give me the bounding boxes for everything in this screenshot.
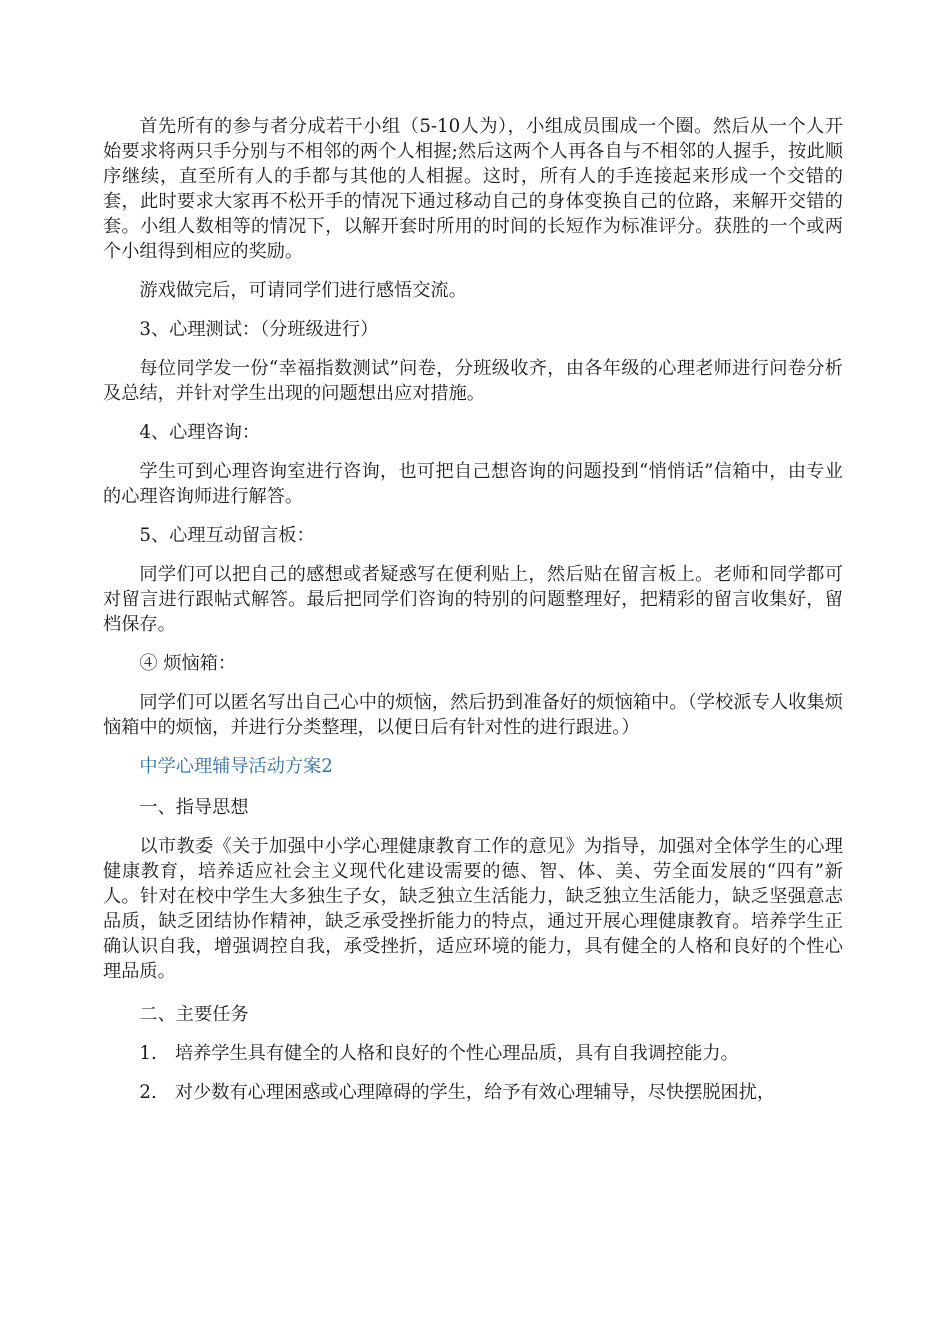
heading-worry-box: ④ 烦恼箱： [139,653,237,674]
paragraph-game-reflection: 游戏做完后，可请同学们进行感悟交流。 [139,280,467,301]
heading-psych-consult: 4、心理咨询： [139,422,261,443]
heading-guiding-thought: 一、指导思想 [139,797,249,818]
paragraph-psych-test: 每位同学发一份“幸福指数测试”问卷，分班级收齐，由各年级的心理老师进行问卷分析及总结，并针对学生出现的问题想出应对措施。 [103,358,843,404]
paragraph-message-board: 同学们可以把自己的感想或者疑惑写在便利贴上，然后贴在留言板上。老师和同学都可对留言进行跟帖式解答。最后把同学们咨询的特别的问题整理好，把精彩的留言收集好，留档保存。 [103,564,843,635]
list-item-task-2: 2. 对少数有心理困惑或心理障碍的学生，给予有效心理辅导，尽快摆脱困扰， [139,1082,776,1103]
document-page [103,114,843,1119]
paragraph-guiding-thought: 以市教委《关于加强中小学心理健康教育工作的意见》为指导，加强对全体学生的心理健康教育，培养适应社会主义现代化建设需要的德、智、体、美、劳全面发展的“四有”新人。针对在校中学生大多独生子女，缺乏独立生活能力，缺乏独立生活能力，缺乏坚强意志品质，缺乏团结协作精神，缺乏承受挫折能力的特点，通过开展心理健康教育。培养学生正确认识自我，增强调控自我，承受挫折，适应环境的能力，具有健全的人格和良好的个性心理品质。 [103,836,843,982]
heading-psych-test: 3、心理测试：（分班级进行） [139,319,379,340]
list-item-task-1: 1. 培养学生具有健全的人格和良好的个性心理品质，具有自我调控能力。 [139,1043,739,1064]
heading-main-tasks: 二、主要任务 [139,1004,249,1025]
paragraph-worry-box: 同学们可以匿名写出自己心中的烦恼，然后扔到准备好的烦恼箱中。（学校派专人收集烦恼箱中的烦恼，并进行分类整理，以便日后有针对性的进行跟进。） [103,692,843,738]
section-title-plan-2: 中学心理辅导活动方案2 [139,756,333,777]
paragraph-game-rules: 首先所有的参与者分成若干小组（5-10人为），小组成员围成一个圈。然后从一个人开始要求将两只手分别与不相邻的两个人相握;然后这两个人再各自与不相邻的人握手，按此顺序继续，直至所有人的手都与其他的人相握。这时，所有人的手连接起来形成一个交错的套，此时要求大家再不松开手的情况下通过移动自己的身体变换自己的位路，来解开交错的套。小组人数相等的情况下，以解开套时所用的时间的长短作为标准评分。获胜的一个或两个小组得到相应的奖励。 [103,116,843,262]
paragraph-psych-consult: 学生可到心理咨询室进行咨询，也可把自己想咨询的问题投到“悄悄话”信箱中，由专业的心理咨询师进行解答。 [103,461,843,507]
heading-message-board: 5、心理互动留言板： [139,525,315,546]
